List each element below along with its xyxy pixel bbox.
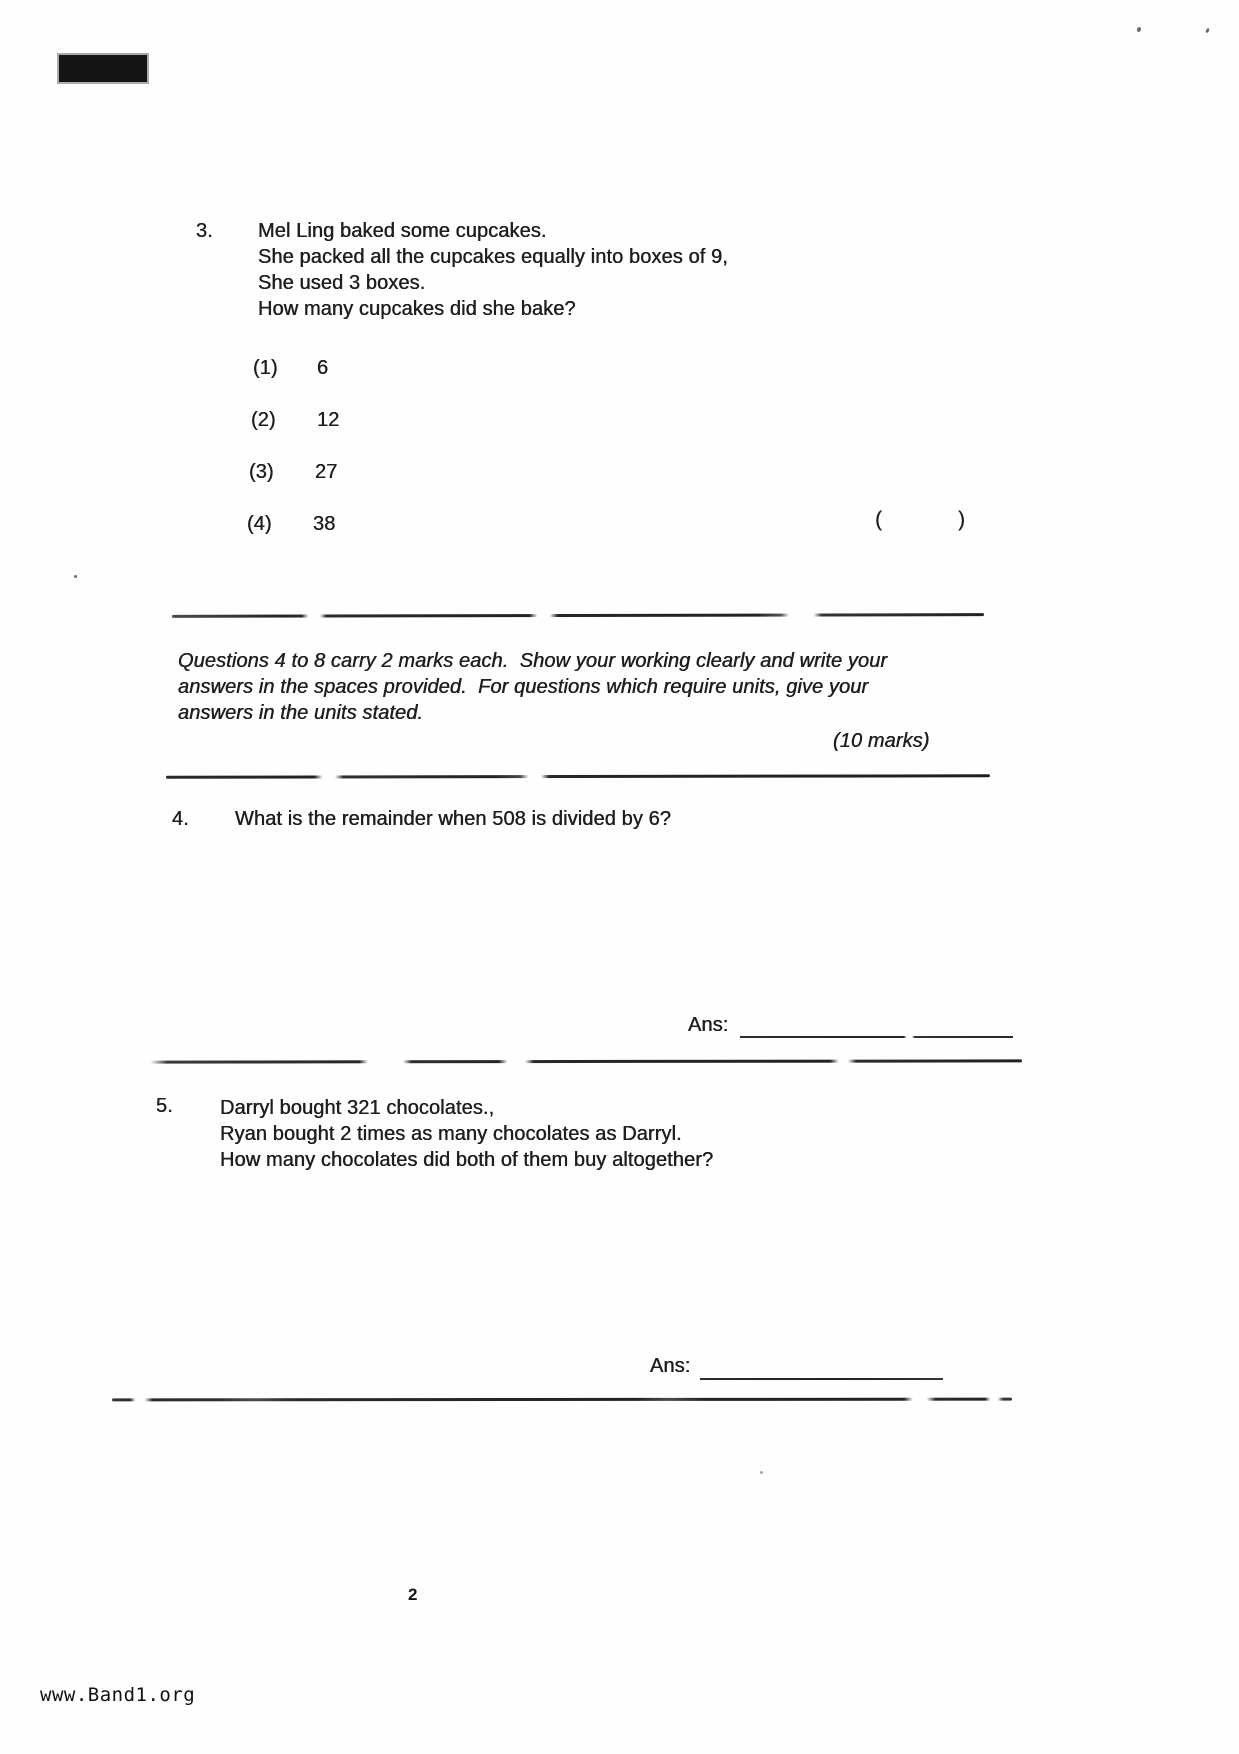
instructions-line: Questions 4 to 8 carry 2 marks each. Show your working clearly and write your	[178, 650, 888, 672]
answer-bracket-open: (	[875, 508, 882, 531]
question5-number: 5.	[156, 1095, 173, 1117]
question3-line: She used 3 boxes.	[258, 272, 426, 294]
option-3-value: 27	[315, 461, 338, 483]
option-1-value: 6	[317, 357, 329, 379]
page-number: 2	[408, 1585, 418, 1604]
question4-answer-line	[740, 1036, 1013, 1038]
section-divider	[172, 613, 984, 618]
question4-number: 4.	[172, 808, 189, 830]
option-2-value: 12	[317, 409, 340, 431]
question5-line: How many chocolates did both of them buy altogether?	[220, 1149, 714, 1171]
answer-bracket-close: )	[958, 508, 965, 531]
section-divider	[166, 774, 990, 778]
option-4-value: 38	[313, 513, 336, 535]
instructions-line: answers in the units stated.	[178, 702, 424, 724]
ink-speck	[1136, 26, 1141, 32]
option-2-label: (2)	[251, 409, 276, 431]
ink-speck	[74, 575, 77, 578]
section-divider	[150, 1059, 1022, 1063]
ink-speck	[1205, 28, 1210, 34]
question5-answer-line	[700, 1378, 943, 1380]
instructions-line: answers in the spaces provided. For questions which require units, give your	[178, 676, 869, 698]
question3-number: 3.	[196, 220, 213, 242]
question3-line: Mel Ling baked some cupcakes.	[258, 220, 547, 242]
option-1-label: (1)	[253, 357, 278, 379]
question4-ans-label: Ans:	[688, 1014, 729, 1036]
option-4-label: (4)	[247, 513, 272, 535]
watermark-url: www.Band1.org	[40, 1684, 196, 1706]
redacted-label-box	[57, 53, 149, 84]
question5-ans-label: Ans:	[650, 1355, 691, 1377]
section-divider	[112, 1398, 1012, 1402]
question3-line: How many cupcakes did she bake?	[258, 298, 576, 320]
question5-line: Darryl bought 321 chocolates.,	[220, 1097, 495, 1119]
instructions-marks: (10 marks)	[833, 730, 930, 752]
question3-line: She packed all the cupcakes equally into boxes of 9,	[258, 246, 728, 268]
option-3-label: (3)	[249, 461, 274, 483]
ink-speck	[760, 1471, 763, 1474]
question4-text: What is the remainder when 508 is divided by 6?	[235, 808, 672, 830]
question5-line: Ryan bought 2 times as many chocolates as Darryl.	[220, 1123, 682, 1145]
